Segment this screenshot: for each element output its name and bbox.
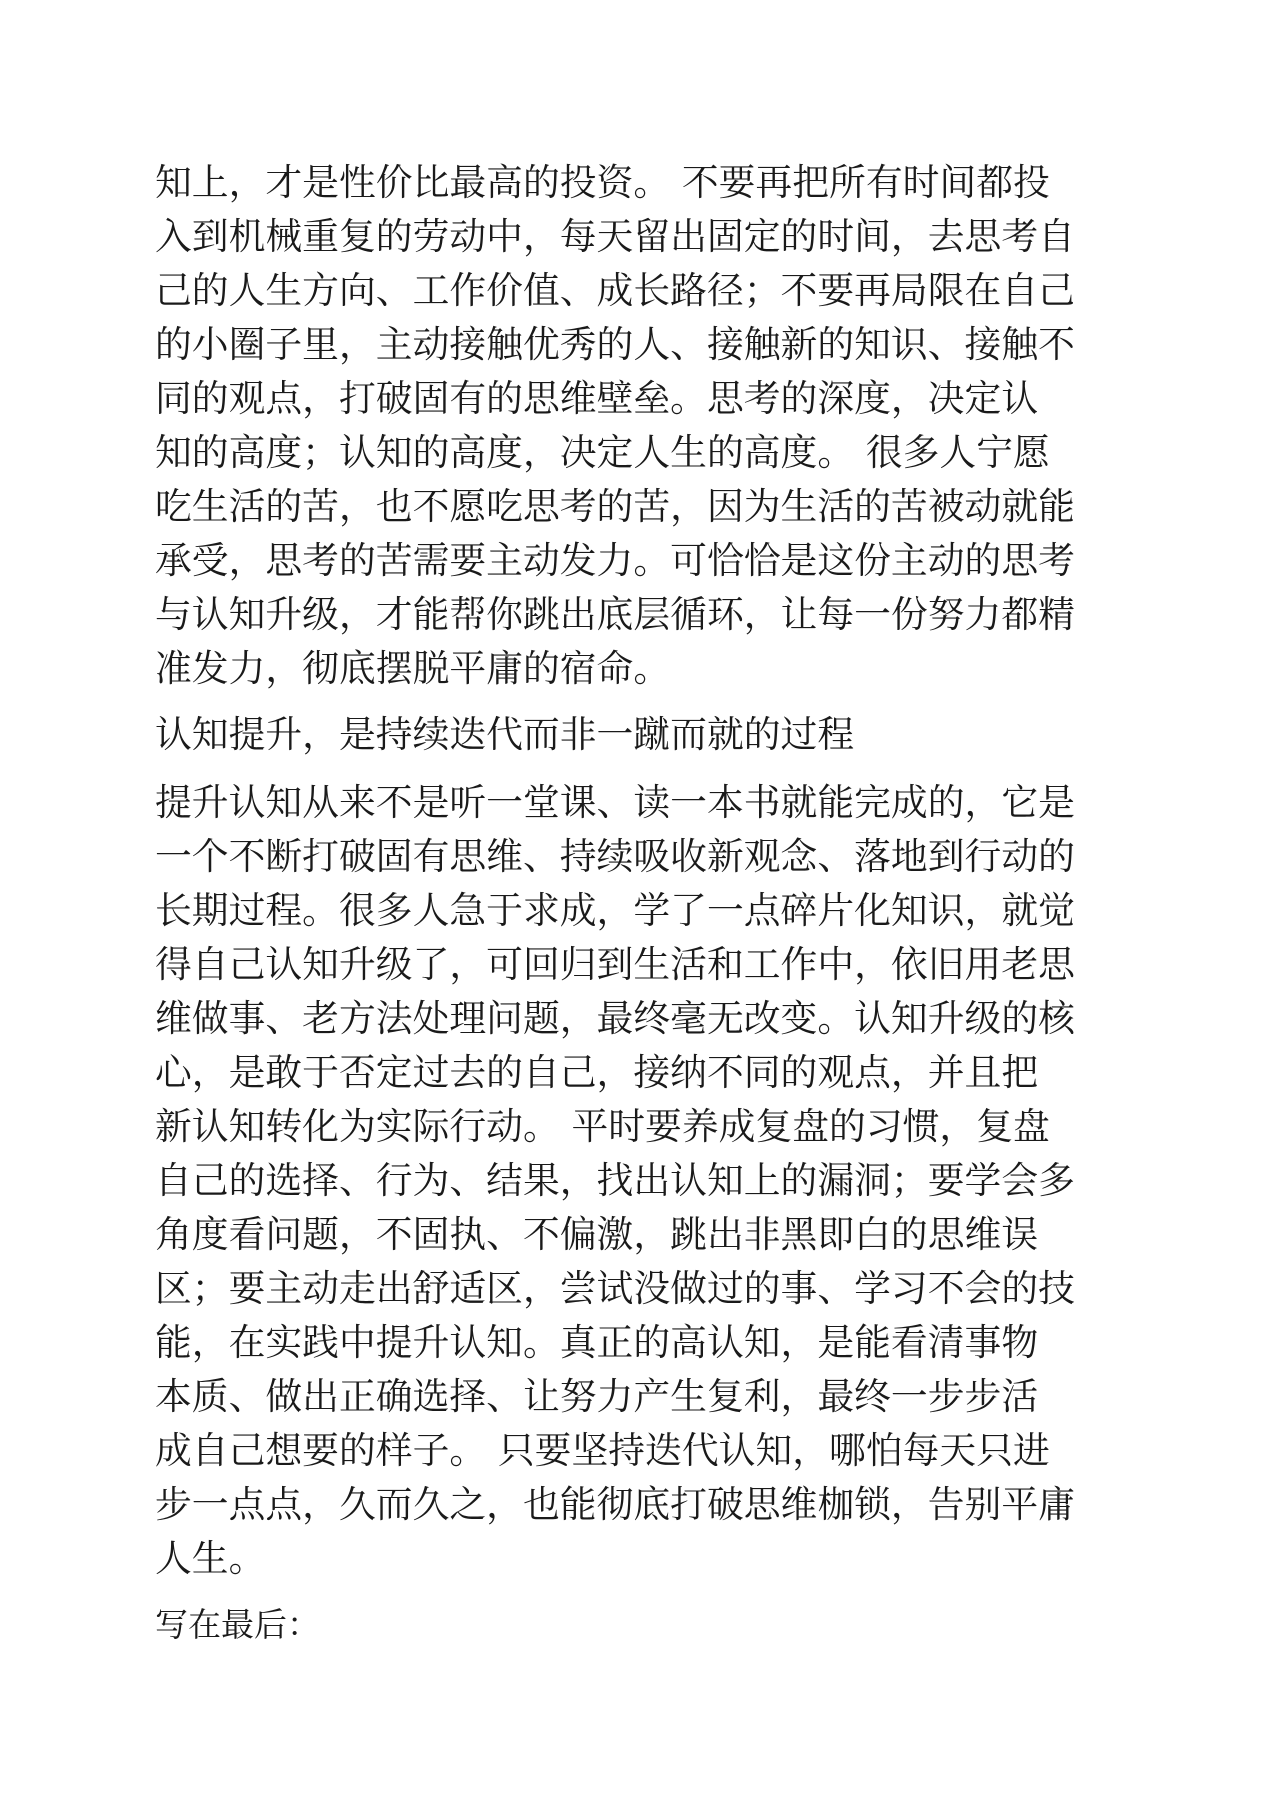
text-line: 与认知升级，才能帮你跳出底层循环，让每一份努力都精 <box>155 593 1075 636</box>
text-line: 承受，思考的苦需要主动发力。可恰恰是这份主动的思考 <box>155 539 1075 582</box>
text-line: 维做事、老方法处理问题，最终毫无改变。认知升级的核 <box>155 997 1075 1040</box>
text-line: 提升认知从来不是听一堂课、读一本书就能完成的，它是 <box>155 781 1075 824</box>
text-line: 知的高度；认知的高度，决定人生的高度。 很多人宁愿 <box>155 431 1050 474</box>
text-line: 长期过程。很多人急于求成，学了一点碎片化知识，就觉 <box>155 889 1075 932</box>
text-line: 步一点点，久而久之，也能彻底打破思维枷锁，告别平庸 <box>155 1483 1075 1526</box>
text-line: 知上，才是性价比最高的投资。 不要再把所有时间都投 <box>155 161 1050 204</box>
text-line: 新认知转化为实际行动。 平时要养成复盘的习惯，复盘 <box>155 1105 1050 1148</box>
text-line: 区；要主动走出舒适区，尝试没做过的事、学习不会的技 <box>155 1267 1075 1310</box>
paragraph-2 <box>155 776 1123 1586</box>
text-line: 自己的选择、行为、结果，找出认知上的漏洞；要学会多 <box>155 1159 1075 1202</box>
text-line: 同的观点，打破固有的思维壁垒。思考的深度，决定认 <box>155 377 1039 420</box>
text-line: 能，在实践中提升认知。真正的高认知，是能看清事物 <box>155 1321 1039 1364</box>
section-heading: 认知提升，是持续迭代而非一蹴而就的过程 <box>155 713 855 756</box>
text-line: 入到机械重复的劳动中，每天留出固定的时间，去思考自 <box>155 215 1075 258</box>
text-line: 心，是敢于否定过去的自己，接纳不同的观点，并且把 <box>155 1051 1039 1094</box>
text-line: 一个不断打破固有思维、持续吸收新观念、落地到行动的 <box>155 835 1075 878</box>
text-line: 成自己想要的样子。 只要坚持迭代认知，哪怕每天只进 <box>155 1429 1050 1472</box>
text-line: 本质、做出正确选择、让努力产生复利，最终一步步活 <box>155 1375 1039 1418</box>
text-line: 得自己认知升级了，可回归到生活和工作中，依旧用老思 <box>155 943 1075 986</box>
text-line: 角度看问题，不固执、不偏激，跳出非黑即白的思维误 <box>155 1213 1039 1256</box>
paragraph-1 <box>155 156 1123 696</box>
text-line: 吃生活的苦，也不愿吃思考的苦，因为生活的苦被动就能 <box>155 485 1075 528</box>
text-line: 的小圈子里，主动接触优秀的人、接触新的知识、接触不 <box>155 323 1075 366</box>
text-line: 人生。 <box>155 1537 266 1580</box>
text-line: 己的人生方向、工作价值、成长路径；不要再局限在自己 <box>155 269 1075 312</box>
text-line: 准发力，彻底摆脱平庸的宿命。 <box>155 647 671 690</box>
closing-heading: 写在最后： <box>155 1605 320 1644</box>
